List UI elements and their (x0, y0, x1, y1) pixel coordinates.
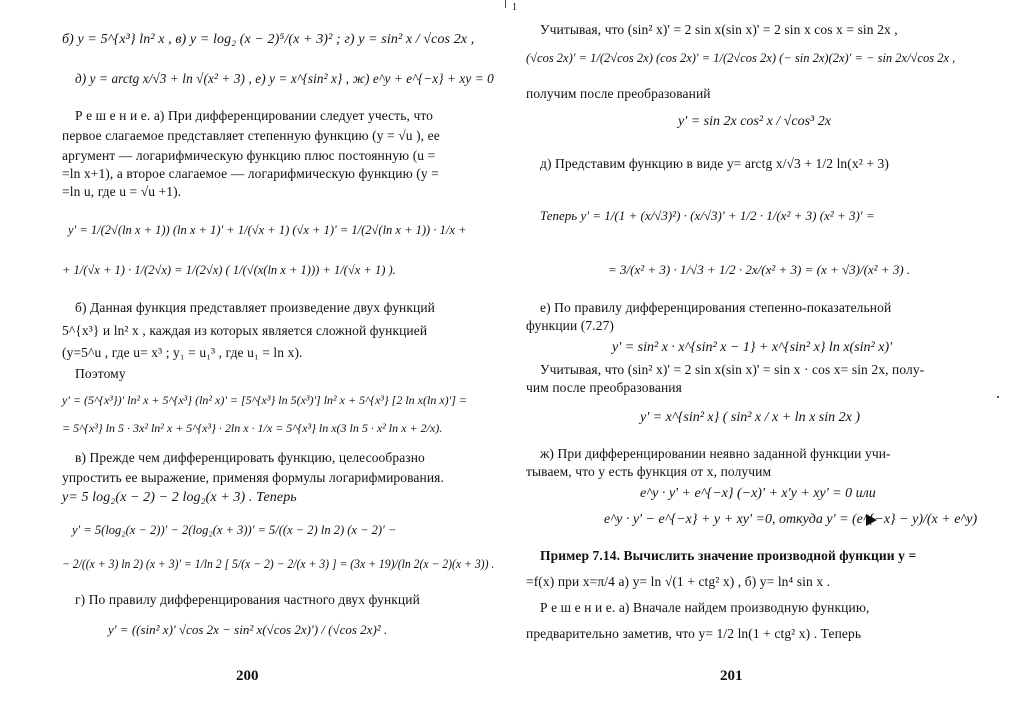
formula-line: = 3/(x² + 3) · 1/√3 + 1/2 · 2x/(x² + 3) = (x + √3)/(x² + 3) . (608, 262, 911, 277)
formula-line: (√cos 2x)' = 1/(2√cos 2x) (cos 2x)' = 1/(2√cos 2x) (− sin 2x)(2x)' = − sin 2x/√cos 2x , (526, 51, 956, 65)
formula-line: y' = 5(log₂(x − 2))' − 2(log₂(x + 3))' = 5/((x − 2) ln 2) (x − 2)' − (72, 523, 397, 537)
text-line: (y=5^u , где u= x³ ; y₁ = u₁³ , где u₁ = ln x). (62, 345, 303, 360)
text-line: ж) При дифференцировании неявно заданной функции учи- (540, 446, 891, 461)
text-line: =ln u, где u = √u +1). (62, 184, 182, 199)
text-line: аргумент — логарифмическую функцию плюс постоянную (u = (62, 148, 436, 163)
formula-line: y' = sin 2x cos² x / √cos³ 2x (678, 114, 831, 129)
problem-items-e-f-g: д) y = arctg x/√3 + ln √(x² + 3) , е) y = x^{sin² x} , ж) e^y + e^{−x} + xy = 0 (75, 72, 494, 87)
formula-line: + 1/(√x + 1) · 1/(2√x) = 1/(2√x) ( 1/(√(x(ln x + 1))) + 1/(√x + 1) ). (62, 263, 396, 277)
text-line: чим после преобразования (526, 380, 682, 395)
solution-heading-line: Р е ш е н и е. а) При дифференцировании следует учесть, что (75, 108, 434, 123)
formula-line: y' = x^{sin² x} ( sin² x / x + ln x sin 2x ) (640, 410, 861, 425)
formula-line: y' = 1/(2√(ln x + 1)) (ln x + 1)' + 1/(√x + 1) (√x + 1)' = 1/(2√(ln x + 1)) · 1/x + (68, 223, 467, 237)
example-heading: Пример 7.14. Вычислить значение производной функции y = (540, 548, 917, 563)
text-line: г) По правилу дифференцирования частного двух функций (75, 592, 420, 607)
scan-speck (997, 396, 999, 398)
text-line: =ln x+1), а второе слагаемое — логарифмическую функцию (y = (62, 166, 439, 181)
text-line: =f(x) при x=π/4 а) y= ln √(1 + ctg² x) , б) y= ln⁴ sin x . (526, 574, 831, 589)
left-page (0, 0, 500, 724)
formula-line: − 2/((x + 3) ln 2) (x + 3)' = 1/ln 2 [ 5/(x − 2) − 2/(x + 3) ] = (3x + 19)/(ln 2(x − 2)(x + 3)) . (62, 557, 495, 571)
top-mark: 1 (512, 2, 518, 13)
formula-line: e^y · y' − e^{−x} + y + xy' =0, откуда y' = (e^{−x} − y)/(x + e^y) (604, 512, 978, 527)
page-number-left: 200 (236, 668, 259, 684)
text-line: тываем, что y есть функция от x, получим (526, 464, 772, 479)
text-line: 5^{x³} и ln² x , каждая из которых является сложной функцией (62, 323, 428, 338)
text-line: первое слагаемое представляет степенную функцию (y = √u ), ее (62, 128, 440, 143)
text-line: д) Представим функцию в виде y= arctg x/√3 + 1/2 ln(x² + 3) (540, 156, 889, 171)
formula-line: y' = sin² x · x^{sin² x − 1} + x^{sin² x} ln x(sin² x)' (612, 340, 893, 355)
formula-line: y' = ((sin² x)' √cos 2x − sin² x(√cos 2x)') / (√cos 2x)² . (108, 622, 388, 637)
solution-heading-line: Р е ш е н и е. а) Вначале найдем производную функцию, (540, 600, 870, 615)
text-line: функции (7.27) (526, 318, 615, 333)
problem-items-b-c-d: б) y = 5^{x³} ln² x , в) y = log₂ (x − 2)⁵/(x + 3)² ; г) y = sin² x / √cos 2x , (62, 32, 475, 47)
right-page (512, 0, 1024, 724)
formula-line: = 5^{x³} ln 5 · 3x² ln² x + 5^{x³} · 2ln x · 1/x = 5^{x³} ln x(3 ln 5 · x² ln x + 2/x). (62, 421, 443, 435)
text-line: получим после преобразований (526, 86, 711, 101)
text-line: е) По правилу дифференцирования степенно-показательной (540, 300, 892, 315)
text-line: Поэтому (75, 366, 126, 381)
formula-line: Теперь y' = 1/(1 + (x/√3)²) · (x/√3)' + 1/2 · 1/(x² + 3) (x² + 3)' = (540, 208, 875, 223)
text-line: в) Прежде чем дифференцировать функцию, целесообразно (75, 450, 425, 465)
formula-line: y' = (5^{x³})' ln² x + 5^{x³} (ln² x)' = [5^{x³} ln 5(x³)'] ln² x + 5^{x³} [2 ln x(ln x)'] = (62, 393, 467, 407)
end-of-example-marker-icon (866, 514, 877, 526)
text-line: Учитывая, что (sin² x)' = 2 sin x(sin x)' = sin x · cos x= sin 2x, полу- (540, 362, 925, 377)
text-line: Учитывая, что (sin² x)' = 2 sin x(sin x)' = 2 sin x cos x = sin 2x , (540, 22, 898, 37)
page-gutter-mark (505, 0, 506, 8)
page-number-right: 201 (720, 668, 743, 684)
text-line: предварительно заметив, что y= 1/2 ln(1 + ctg² x) . Теперь (526, 626, 862, 641)
text-line: упростить ее выражение, применяя формулы логарифмирования. (62, 470, 444, 485)
formula-line: e^y · y' + e^{−x} (−x)' + x'y + xy' = 0 или (640, 486, 876, 501)
formula-line: y= 5 log₂(x − 2) − 2 log₂(x + 3) . Теперь (62, 490, 297, 505)
text-line: б) Данная функция представляет произведение двух функций (75, 300, 436, 315)
